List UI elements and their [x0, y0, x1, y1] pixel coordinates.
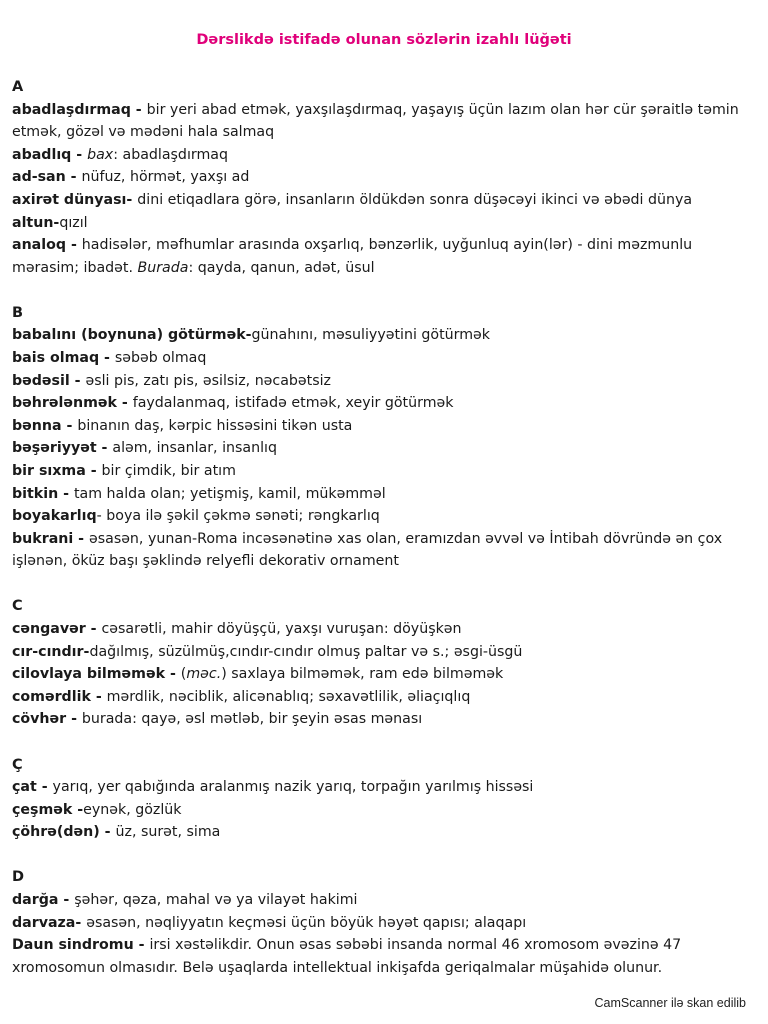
entry-term: çat -: [12, 779, 53, 796]
entry-term: bir sıxma -: [12, 463, 102, 479]
entry-term: cilovlaya bilməmək -: [12, 666, 181, 683]
entry-definition: : qayda, qanun, adət, üsul: [188, 259, 375, 276]
entry-definition: : abadlaşdırmaq: [113, 146, 228, 163]
glossary-entry: [12, 99, 754, 144]
entry-term: comərdlik -: [12, 688, 107, 705]
entry-term: abadlıq -: [12, 146, 88, 163]
entry-definition: əsasən, nəqliyyatın keçməsi üçün böyük həyət qapısı; alaqapı: [86, 914, 527, 931]
section-letter: A: [12, 79, 24, 95]
glossary-entry: [12, 912, 754, 935]
glossary-entry: [12, 483, 754, 506]
entry-definition: əsli pis, zatı pis, əsilsiz, nəcabətsiz: [85, 372, 331, 389]
entry-definition: - boya ilə şəkil çəkmə sənəti; rəngkarlıq: [96, 508, 380, 525]
glossary-section-4: [12, 866, 754, 979]
glossary-entry: [12, 189, 754, 212]
glossary-entry: [12, 166, 754, 189]
entry-term: bəşəriyyət -: [12, 440, 113, 457]
glossary-entry: [12, 889, 754, 912]
glossary-entry: [12, 776, 754, 799]
entry-definition: bir çimdik, bir atım: [101, 463, 236, 479]
entry-definition: mərdlik, nəciblik, alicənablıq; səxavətlilik, əliaçıqlıq: [106, 688, 471, 705]
entry-term: cəngavər -: [12, 621, 102, 638]
entry-term: bəhrələnmək -: [12, 395, 133, 412]
entry-term: bənna -: [12, 417, 78, 434]
entry-definition: şəhər, qəza, mahal və ya vilayət hakimi: [74, 892, 358, 908]
glossary-entry: [12, 821, 754, 844]
glossary-entry: [12, 324, 754, 347]
glossary-entry: [12, 618, 754, 641]
glossary-section-3: [12, 754, 754, 844]
entry-definition: dini etiqadlara görə, insanların öldükdən sonra düşəcəyi ikinci və əbədi dünya: [137, 191, 693, 208]
scanner-watermark: CamScanner ilə skan edilib: [594, 996, 746, 1010]
glossary-section-2: [12, 595, 754, 731]
entry-term: analoq -: [12, 237, 82, 254]
entry-definition: yarıq, yer qabığında aralanmış nazik yarıq, torpağın yarılmış hissəsi: [52, 779, 534, 796]
entry-term: boyakarlıq: [12, 508, 97, 525]
entry-definition: bir yeri abad etmək, yaxşılaşdırmaq, yaşayış üçün lazım olan hər cür şəraitlə təmin etmək, gözəl və mədəni hala salmaq: [12, 101, 739, 141]
entry-term: ad-san -: [12, 169, 82, 186]
entry-definition: dağılmış, süzülmüş,cındır-cındır olmuş paltar və s.; əsgi-üsgü: [89, 643, 523, 660]
entry-term: cövhər -: [12, 711, 82, 728]
glossary-entry: [12, 505, 754, 528]
entry-term: abadlaşdırmaq -: [12, 101, 147, 118]
entry-definition: aləm, insanlar, insanlıq: [112, 440, 277, 457]
entry-definition: tam halda olan; yetişmiş, kamil, mükəmməl: [73, 485, 386, 502]
entry-note: Burada: [137, 259, 189, 276]
entry-definition: cəsarətli, mahir döyüşçü, yaxşı vuruşan: döyüşkən: [101, 621, 462, 638]
entry-term: çeşmək -: [12, 801, 84, 818]
entry-term: Daun sindromu -: [12, 937, 150, 954]
entry-note: bax: [87, 146, 114, 163]
section-letter: D: [12, 869, 25, 886]
entry-definition: hadisələr, məfhumlar arasında oxşarlıq, bənzərlik, uyğunluq ayin(lər) - dini məzmunlu mərasim; ibadət.: [12, 237, 693, 276]
entry-term: bais olmaq -: [12, 350, 115, 367]
entry-term: cır-cındır-: [12, 643, 90, 660]
glossary-content: [12, 76, 754, 1002]
entry-definition: nüfuz, hörmət, yaxşı ad: [81, 169, 250, 186]
glossary-entry: [12, 799, 754, 822]
glossary-entry: [12, 708, 754, 731]
glossary-section-0: [12, 76, 754, 279]
entry-definition: qızıl: [59, 214, 88, 231]
glossary-entry: [12, 934, 754, 979]
entry-term: bədəsil -: [12, 372, 86, 389]
entry-term: babalını (boynuna) götürmək-: [12, 327, 252, 344]
entry-definition: ) saxlaya bilməmək, ram edə bilməmək: [221, 666, 504, 683]
entry-term: çöhrə(dən) -: [12, 824, 116, 841]
entry-term: darğa -: [12, 892, 75, 908]
glossary-entry: [12, 347, 754, 370]
entry-definition: əsasən, yunan-Roma incəsənətinə xas olan, eramızdan əvvəl və İntibah dövründə ən çox işlənən, öküz başı şəklində relyefli dekorativ ornament: [12, 530, 723, 570]
section-letter: C: [12, 598, 23, 615]
glossary-entry: [12, 370, 754, 393]
entry-note: məc.: [186, 666, 222, 683]
entry-definition: (: [180, 666, 187, 683]
glossary-entry: [12, 641, 754, 664]
glossary-entry: [12, 415, 754, 438]
glossary-entry: [12, 663, 754, 686]
entry-term: altun-: [12, 214, 60, 231]
glossary-section-1: [12, 302, 754, 573]
glossary-entry: [12, 528, 754, 573]
entry-definition: binanın daş, kərpic hissəsini tikən usta: [77, 417, 353, 434]
entry-definition: irsi xəstəlikdir. Onun əsas səbəbi insanda normal 46 xromosom əvəzinə 47 xromosomun olmasıdır. Belə uşaqlarda intellektual inkişafda geriqalmalar müşahidə olunur.: [12, 937, 682, 976]
entry-definition: günahını, məsuliyyətini götürmək: [251, 327, 490, 344]
glossary-entry: [12, 144, 754, 167]
entry-definition: faydalanmaq, istifadə etmək, xeyir götürmək: [132, 395, 454, 412]
entry-term: axirət dünyası-: [12, 191, 138, 208]
entry-term: bukrani -: [12, 530, 89, 547]
entry-definition: üz, surət, sima: [115, 824, 221, 841]
glossary-entry: [12, 437, 754, 460]
glossary-entry: [12, 234, 754, 279]
entry-term: bitkin -: [12, 485, 74, 502]
section-letter: Ç: [12, 756, 23, 773]
entry-term: darvaza-: [12, 914, 87, 931]
page-title: Dərslikdə istifadə olunan sözlərin izahlı lüğəti: [196, 32, 572, 48]
glossary-entry: [12, 212, 754, 235]
entry-definition: səbəb olmaq: [114, 350, 207, 367]
glossary-entry: [12, 392, 754, 415]
glossary-entry: [12, 460, 754, 483]
glossary-entry: [12, 686, 754, 709]
entry-definition: burada: qayə, əsl mətləb, bir şeyin əsas mənası: [81, 711, 423, 728]
entry-definition: eynək, gözlük: [83, 801, 182, 818]
section-letter: B: [12, 304, 24, 321]
